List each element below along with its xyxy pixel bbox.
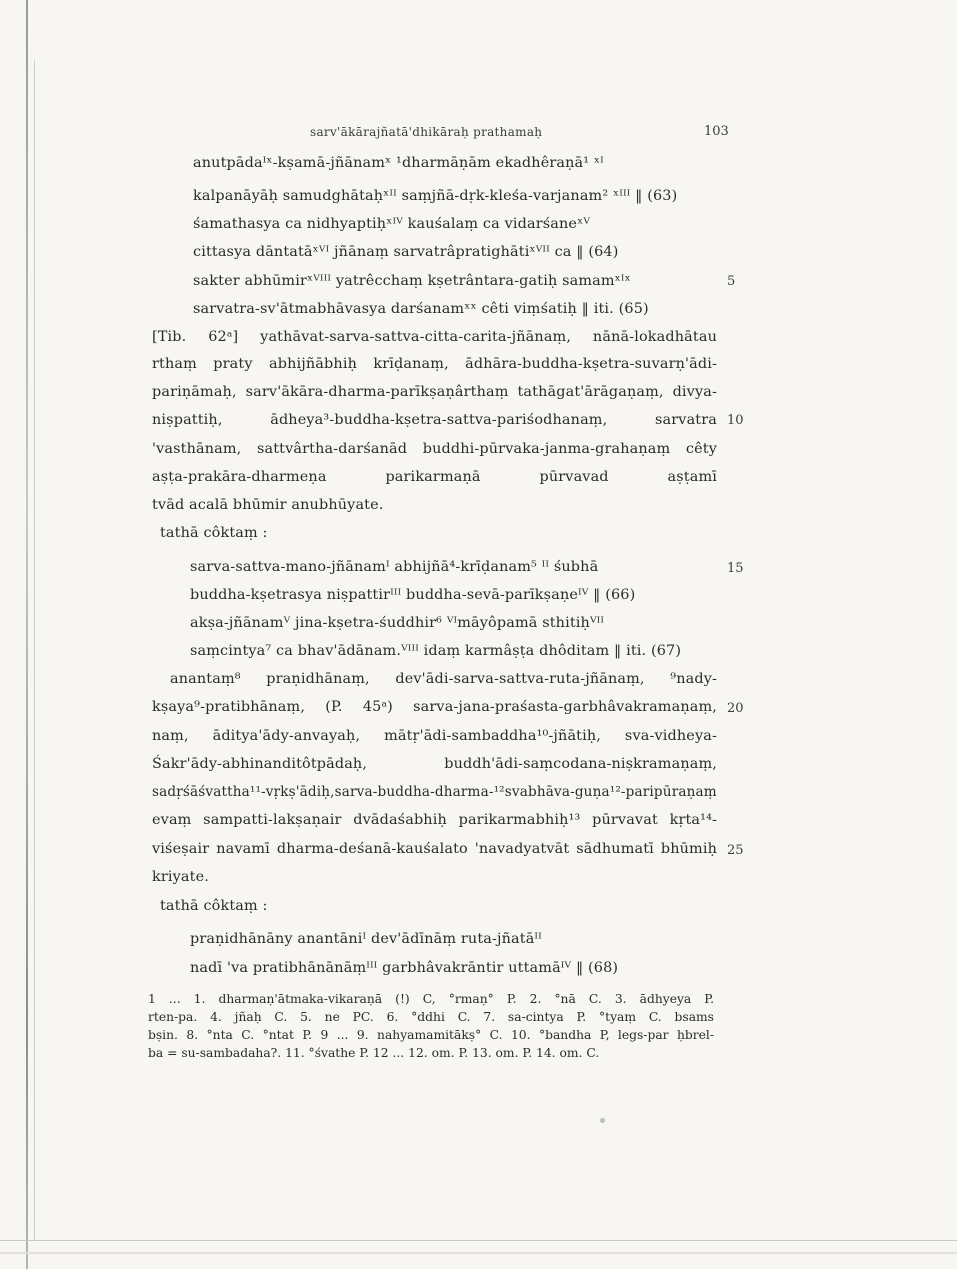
text-line: kalpanāyāḥ samudghātaḥˣᴵᴵ saṃjñā-dṛk-kleśa-varjanam² ˣᴵᴵᴵ ‖ (63) bbox=[193, 188, 678, 204]
footnote-line: 1 ... 1. dharmaṇ'ātmaka-vikaraṇā (!) C, °rmaṇ° P. 2. °nā C. 3. ādhyeya P. bbox=[148, 992, 714, 1006]
text-line: viśeṣair navamī dharma-deśanā-kauśalato 'navadyatvāt sādhumatī bhūmiḥ bbox=[152, 841, 717, 857]
footnote-line: bṣin. 8. °nta C. °ntat P. 9 ... 9. nahyamamitākṣ° C. 10. °bandha P, legs-par ḥbrel- bbox=[148, 1028, 714, 1042]
text-line: pariṇāmaḥ, sarv'ākāra-dharma-parīkṣaṇârthaṃ tathāgat'ārāgaṇaṃ, divya- bbox=[152, 384, 717, 400]
text-line: tathā côktaṃ : bbox=[160, 898, 268, 914]
text-line: aṣṭa-prakāra-dharmeṇa parikarmaṇā pūrvavad aṣṭamī bbox=[152, 469, 717, 485]
text-line: akṣa-jñānamⱽ jina-kṣetra-śuddhir⁶ ⱽᴵmāyôpamā sthitiḥⱽᴵᴵ bbox=[190, 615, 605, 631]
text-line: tvād acalā bhūmir anubhūyate. bbox=[152, 497, 384, 513]
text-line: saṃcintya⁷ ca bhav'ādānam.ⱽᴵᴵᴵ idaṃ karmâṣṭa dhôditam ‖ iti. (67) bbox=[190, 643, 682, 659]
text-line: tathā côktaṃ : bbox=[160, 525, 268, 541]
text-line: sarvatra-sv'ātmabhāvasya darśanamˣˣ cêti viṃśatiḥ ‖ iti. (65) bbox=[193, 301, 649, 317]
text-line: 'vasthānam, sattvârtha-darśanād buddhi-pūrvaka-janma-grahaṇaṃ cêty bbox=[152, 441, 717, 457]
text-line: niṣpattiḥ, ādheya³-buddha-kṣetra-sattva-pariśodhanaṃ, sarvatra bbox=[152, 412, 717, 428]
text-line: sadṛśāśvattha¹¹-vṛkṣ'ādiḥ,sarva-buddha-dharma-¹²svabhāva-guṇa¹²-paripūraṇaṃ bbox=[152, 784, 717, 800]
text-line: kṣaya⁹-pratibhānaṃ, (P. 45ᵃ) sarva-jana-praśasta-garbhâvakramaṇaṃ, bbox=[152, 699, 717, 715]
margin-line-number: 15 bbox=[727, 561, 744, 576]
footnotes bbox=[148, 990, 714, 1062]
text-line: [Tib. 62ᵃ] yathāvat-sarva-sattva-citta-carita-jñānaṃ, nānā-lokadhātau bbox=[152, 329, 717, 345]
footnote-line: rten-pa. 4. jñaḥ C. 5. ne PC. 6. °ddhi C. 7. sa-cintya P. °tyaṃ C. bsams bbox=[148, 1010, 714, 1024]
scan-edge-left-faint bbox=[34, 60, 35, 1240]
page-number: 103 bbox=[704, 124, 729, 139]
scan-edge-bottom-faint bbox=[0, 1252, 957, 1254]
margin-line-number: 20 bbox=[727, 701, 744, 716]
text-line: naṃ, āditya'ādy-anvayaḥ, mātṛ'ādi-sambaddha¹⁰-jñātiḥ, sva-vidheya- bbox=[152, 728, 717, 744]
text-line: praṇidhānāny anantāniᴵ dev'ādīnāṃ ruta-jñatāᴵᴵ bbox=[190, 931, 542, 947]
text-line: anantaṃ⁸ praṇidhānaṃ, dev'ādi-sarva-sattva-ruta-jñānaṃ, ⁹nady- bbox=[170, 671, 717, 687]
text-line: rthaṃ praty abhijñābhiḥ krīḍanaṃ, ādhāra-buddha-kṣetra-suvarṇ'ādi- bbox=[152, 356, 717, 372]
text-line: nadī 'va pratibhānānāṃᴵᴵᴵ garbhâvakrāntir uttamāᴵⱽ ‖ (68) bbox=[190, 960, 619, 976]
scan-speck bbox=[600, 1118, 605, 1123]
text-line: buddha-kṣetrasya niṣpattirᴵᴵᴵ buddha-sevā-parīkṣaṇeᴵⱽ ‖ (66) bbox=[190, 587, 636, 603]
text-line: Śakr'ādy-abhinanditôtpādaḥ, buddh'ādi-saṃcodana-niṣkramaṇaṃ, bbox=[152, 756, 717, 772]
margin-line-number: 5 bbox=[727, 274, 736, 289]
text-line: anutpādaᴵˣ-kṣamā-jñānamˣ ¹dharmāṇām ekadhêraṇā¹ ˣᴵ bbox=[193, 155, 604, 171]
text-line: evaṃ sampatti-lakṣaṇair dvādaśabhiḥ parikarmabhiḥ¹³ pūrvavat kṛta¹⁴- bbox=[152, 812, 717, 828]
scan-edge-left bbox=[26, 0, 28, 1269]
text-line: cittasya dāntatāˣⱽᴵ jñānaṃ sarvatrâpratighātiˣⱽᴵᴵ ca ‖ (64) bbox=[193, 244, 619, 260]
text-line: sakter abhūmirˣⱽᴵᴵᴵ yatrêcchaṃ kṣetrântara-gatiḥ samamˣᴵˣ bbox=[193, 273, 631, 289]
footnote-line: ba = su-sambadaha?. 11. °śvathe P. 12 ... 12. om. P. 13. om. P. 14. om. C. bbox=[148, 1046, 600, 1060]
text-line: kriyate. bbox=[152, 869, 209, 885]
margin-line-number: 10 bbox=[727, 413, 744, 428]
scan-edge-bottom bbox=[0, 1240, 957, 1241]
text-line: sarva-sattva-mano-jñānamᴵ abhijñā⁴-krīḍanam⁵ ᴵᴵ śubhā bbox=[190, 559, 599, 575]
margin-line-number: 25 bbox=[727, 843, 744, 858]
text-line: śamathasya ca nidhyaptiḥˣᴵⱽ kauśalaṃ ca vidarśaneˣⱽ bbox=[193, 216, 591, 232]
running-head: sarv'ākārajñatā'dhikāraḥ prathamaḥ bbox=[310, 125, 543, 139]
